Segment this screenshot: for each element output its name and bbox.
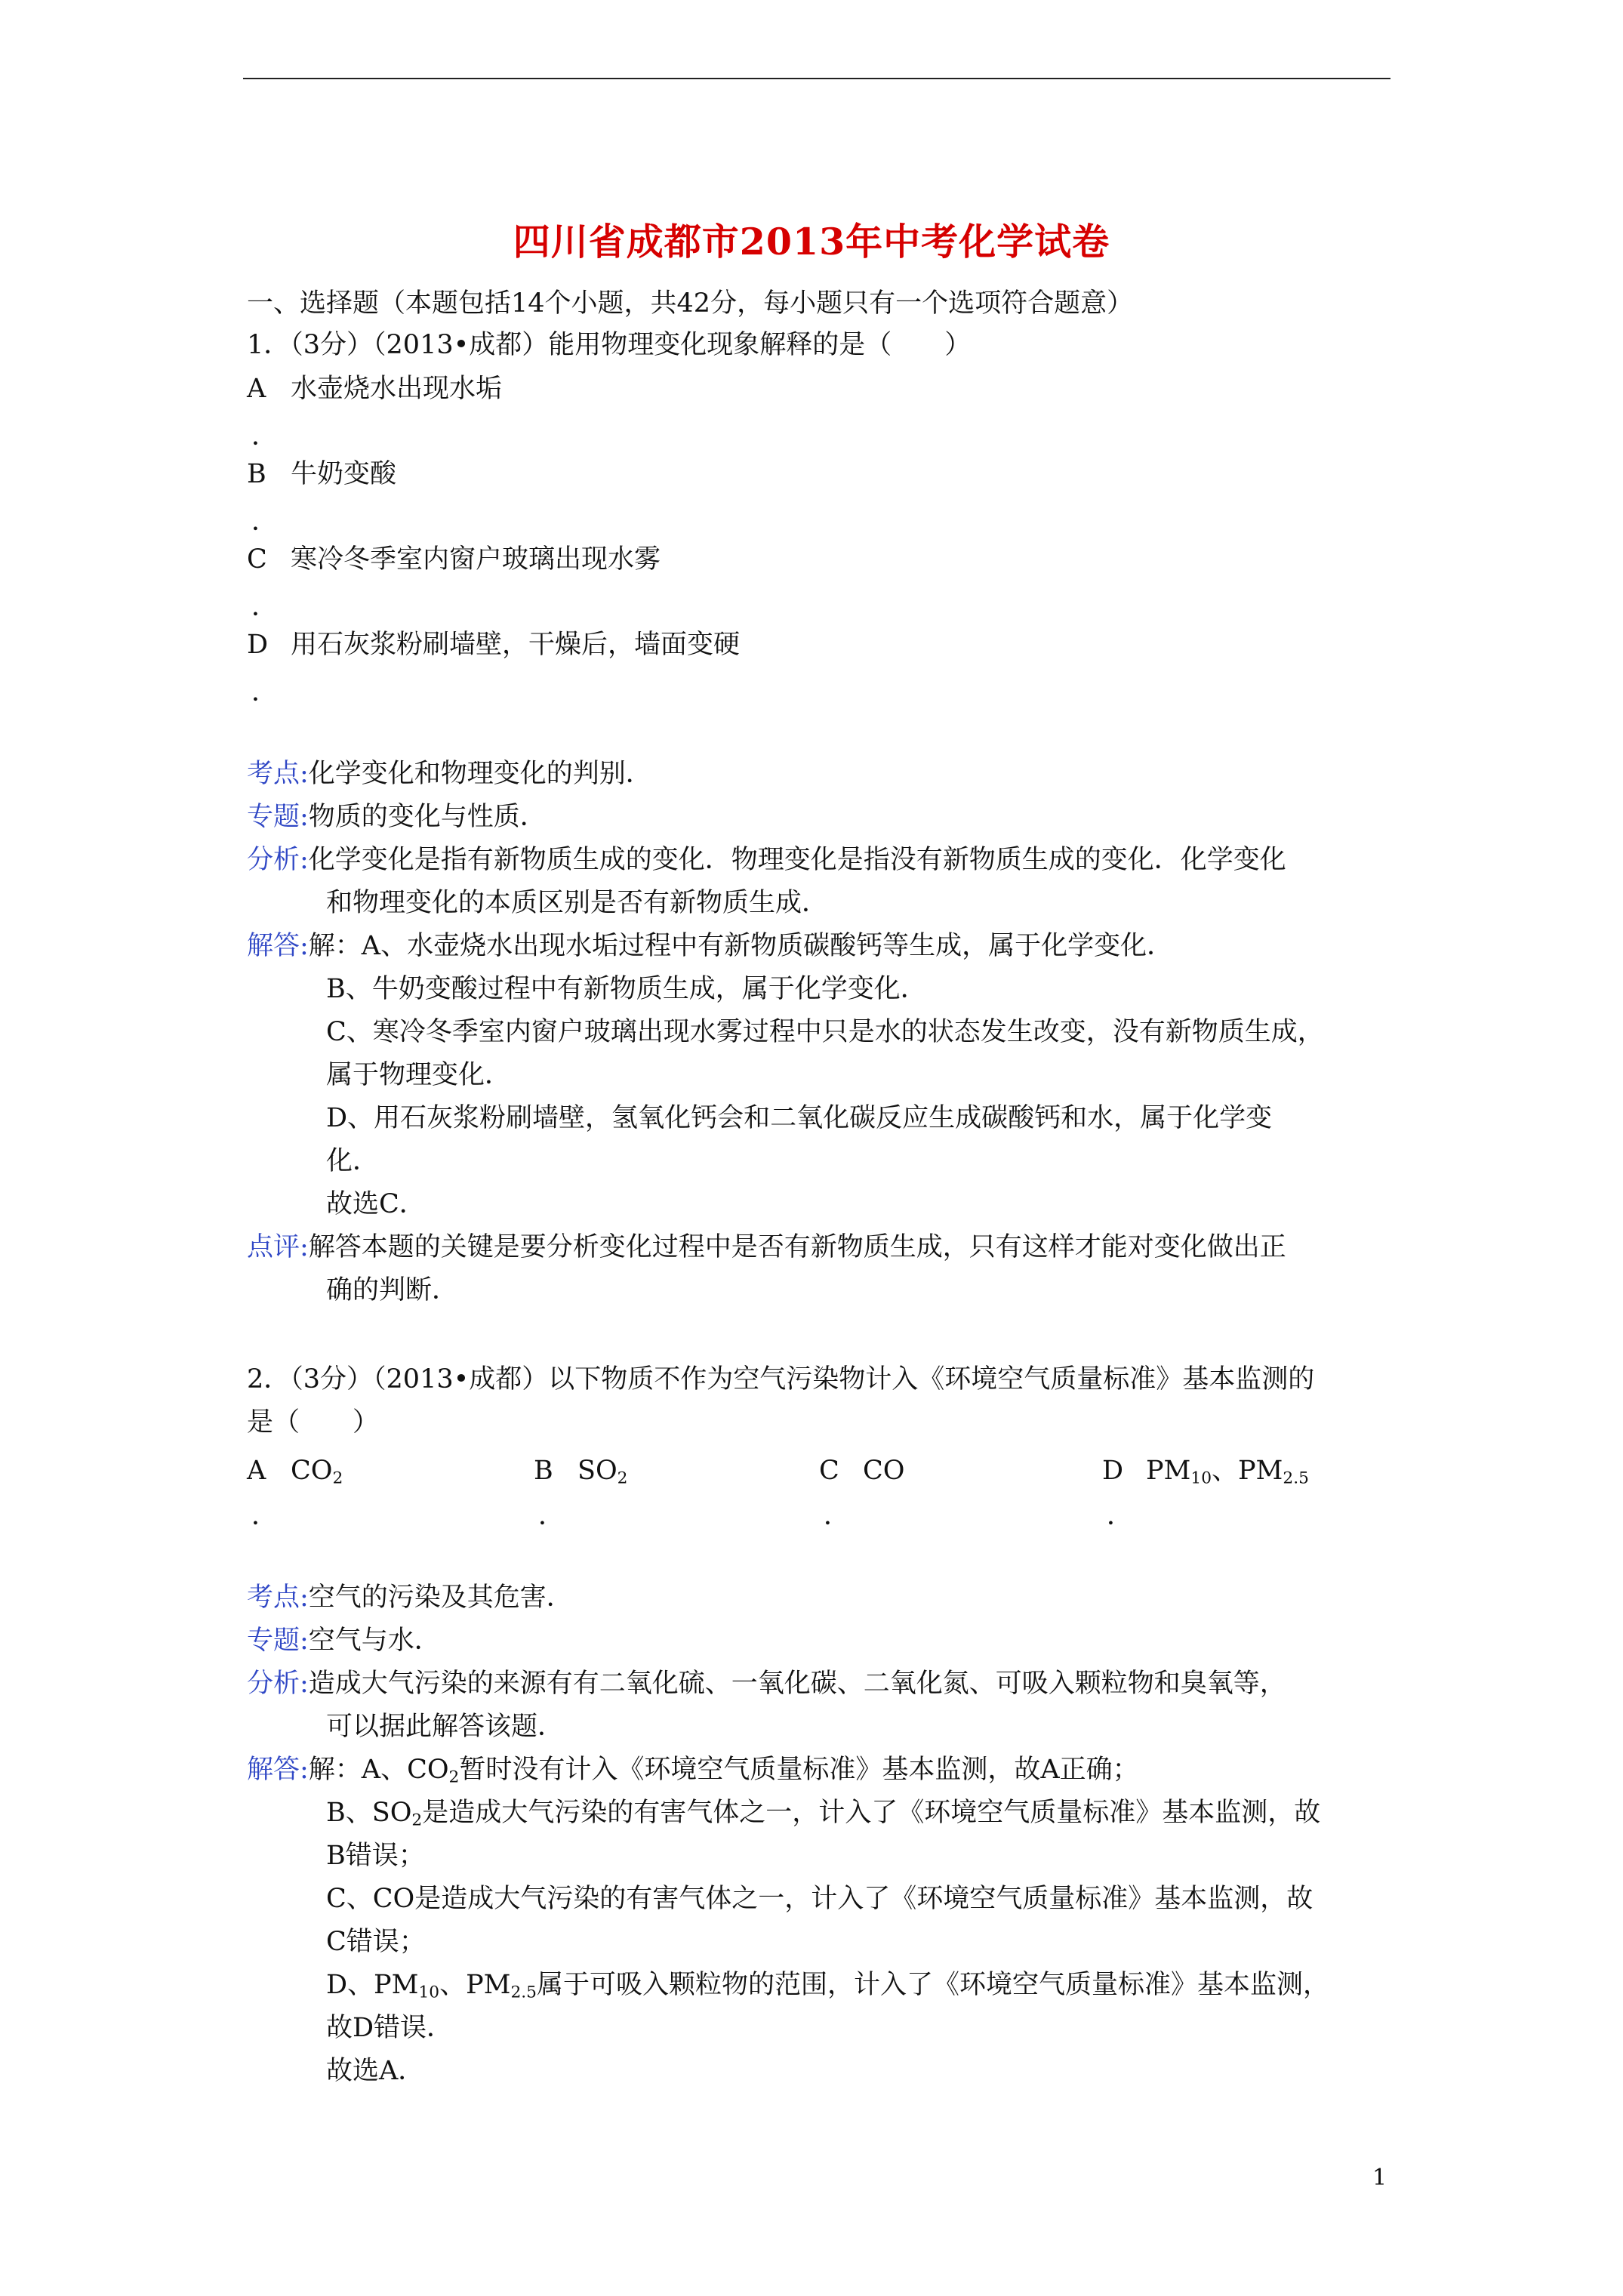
zhuanti-text: 物质的变化与性质． [308,802,547,832]
option-subscript: 2 [332,1469,343,1488]
q1-jieda-line: C、寒冷冬季室内窗户玻璃出现水雾过程中只是水的状态发生改变，没有新物质生成， [326,1017,1324,1047]
q2-option-a [247,1452,343,1497]
q2-option-b [534,1452,627,1497]
jieda-text: 属于可吸入颗粒物的范围，计入了《环境空气质量标准》基本监测， [536,1970,1329,2000]
option-letter: C [247,544,267,575]
q2-jieda-line: 故D错误． [326,2013,454,2043]
q2-option-d [1102,1452,1309,1497]
jieda-text: 解：A、水壶烧水出现水垢过程中有新物质碳酸钙等生成，属于化学变化． [308,931,1174,961]
subscript: 2 [411,1811,423,1830]
q1-option-c [247,541,661,578]
q2-jieda-line: C、CO是造成大气污染的有害气体之一，计入了《环境空气质量标准》基本监测，故 [326,1884,1313,1914]
q2-jieda-line: 故选A． [326,2056,425,2086]
q1-option-b [247,455,396,493]
option-subscript: 2 [617,1469,628,1488]
jieda-text: 是造成大气污染的有害气体之一，计入了《环境空气质量标准》基本监测，故 [422,1798,1321,1828]
question-1-stem: 1．（3分）（2013•成都）能用物理变化现象解释的是（ ） [247,330,972,360]
option-text: CO [291,1456,333,1486]
option-subscript: 2.5 [1283,1469,1309,1488]
option-dot: ． [251,677,279,707]
option-dot: ． [251,421,279,451]
option-text: SO [577,1456,617,1486]
option-letter: A [247,1456,266,1486]
q2-jieda-line: C错误； [326,1927,426,1957]
q1-jieda-line: 化． [326,1146,380,1176]
question-2-stem-cont: 是（ ） [247,1407,380,1438]
option-text: 用石灰浆粉刷墙壁，干燥后，墙面变硬 [291,630,741,660]
option-letter: D [247,630,269,660]
q2-jieda-line: B错误； [326,1841,425,1871]
kaodian-text: 空气的污染及其危害． [308,1583,573,1613]
q1-dianping-cont: 确的判断． [326,1275,459,1305]
jieda-text: B、SO [326,1798,412,1828]
option-text: 水壶烧水出现水垢 [291,374,503,404]
fenxi-label: 分析: [247,845,309,875]
q1-jieda-line: 属于物理变化． [326,1060,512,1090]
q1-fenxi [247,841,1286,879]
option-letter: B [534,1456,553,1486]
option-letter: D [1102,1456,1124,1486]
jieda-label: 解答: [247,931,309,961]
q2-jieda [247,1751,1139,1796]
option-dot: ． [251,592,279,622]
q1-dianping [247,1228,1286,1266]
option-letter: C [819,1456,839,1486]
option-dot: ． [538,1501,565,1531]
option-text: 、PM [1212,1456,1283,1486]
q2-kaodian [247,1579,573,1616]
q2-jieda-line [326,1794,1320,1839]
question-2-stem: 2．（3分）（2013•成都）以下物质不作为空气污染物计入《环境空气质量标准》基本监测的 [247,1364,1315,1395]
kaodian-text: 化学变化和物理变化的判别． [308,759,652,789]
q1-jieda-line: B、牛奶变酸过程中有新物质生成，属于化学变化． [326,974,927,1004]
option-letter: A [247,374,266,404]
jieda-text: 解：A、CO [308,1755,449,1785]
q1-option-d [247,626,740,664]
header-rule [243,78,1390,79]
kaodian-label: 考点: [247,1583,309,1613]
fenxi-text: 化学变化是指有新物质生成的变化．物理变化是指没有新物质生成的变化．化学变化 [308,845,1286,875]
q1-option-a [247,370,502,408]
q1-zhuanti [247,798,547,836]
kaodian-label: 考点: [247,759,309,789]
option-dot: ． [251,507,279,537]
zhuanti-text: 空气与水． [308,1626,441,1656]
option-text: PM [1146,1456,1191,1486]
fenxi-text: 造成大气污染的来源有有二氧化硫、一氧化碳、二氧化氮、可吸入颗粒物和臭氧等， [308,1669,1286,1699]
page-title: 四川省成都市2013年中考化学试卷 [513,220,1110,264]
q2-option-c [819,1452,904,1490]
option-text: 寒冷冬季室内窗户玻璃出现水雾 [291,544,661,575]
q1-jieda [247,927,1173,965]
q2-jieda-line [326,1966,1329,2011]
subscript: 2.5 [510,1983,537,2002]
subscript: 2 [448,1767,460,1787]
jieda-text: 、PM [439,1970,511,2000]
jieda-label: 解答: [247,1755,309,1785]
q2-fenxi [247,1665,1286,1703]
section-heading: 一、选择题（本题包括14个小题，共42分，每小题只有一个选项符合题意） [247,288,1134,319]
option-text: 牛奶变酸 [291,459,397,489]
q1-fenxi-cont: 和物理变化的本质区别是否有新物质生成． [326,888,829,918]
subscript: 10 [418,1983,440,2002]
zhuanti-label: 专题: [247,802,309,832]
option-dot: ． [251,1501,279,1531]
zhuanti-label: 专题: [247,1626,309,1656]
jieda-text: 暂时没有计入《环境空气质量标准》基本监测，故A正确； [459,1755,1139,1785]
option-text: CO [863,1456,905,1486]
fenxi-label: 分析: [247,1669,309,1699]
q2-fenxi-cont: 可以据此解答该题． [326,1712,565,1742]
dianping-label: 点评: [247,1232,309,1262]
option-dot: ． [1107,1501,1134,1531]
q1-jieda-line: 故选C． [326,1189,426,1219]
dianping-text: 解答本题的关键是要分析变化过程中是否有新物质生成，只有这样才能对变化做出正 [308,1232,1286,1262]
q2-zhuanti [247,1622,441,1660]
q1-jieda-line: D、用石灰浆粉刷墙壁，氢氧化钙会和二氧化碳反应生成碳酸钙和水，属于化学变 [326,1103,1273,1133]
option-letter: B [247,459,266,489]
page-number: 1 [1372,2165,1387,2191]
option-dot: ． [824,1501,851,1531]
q1-kaodian [247,755,652,793]
jieda-text: D、PM [326,1970,419,2000]
option-subscript: 10 [1190,1469,1212,1488]
